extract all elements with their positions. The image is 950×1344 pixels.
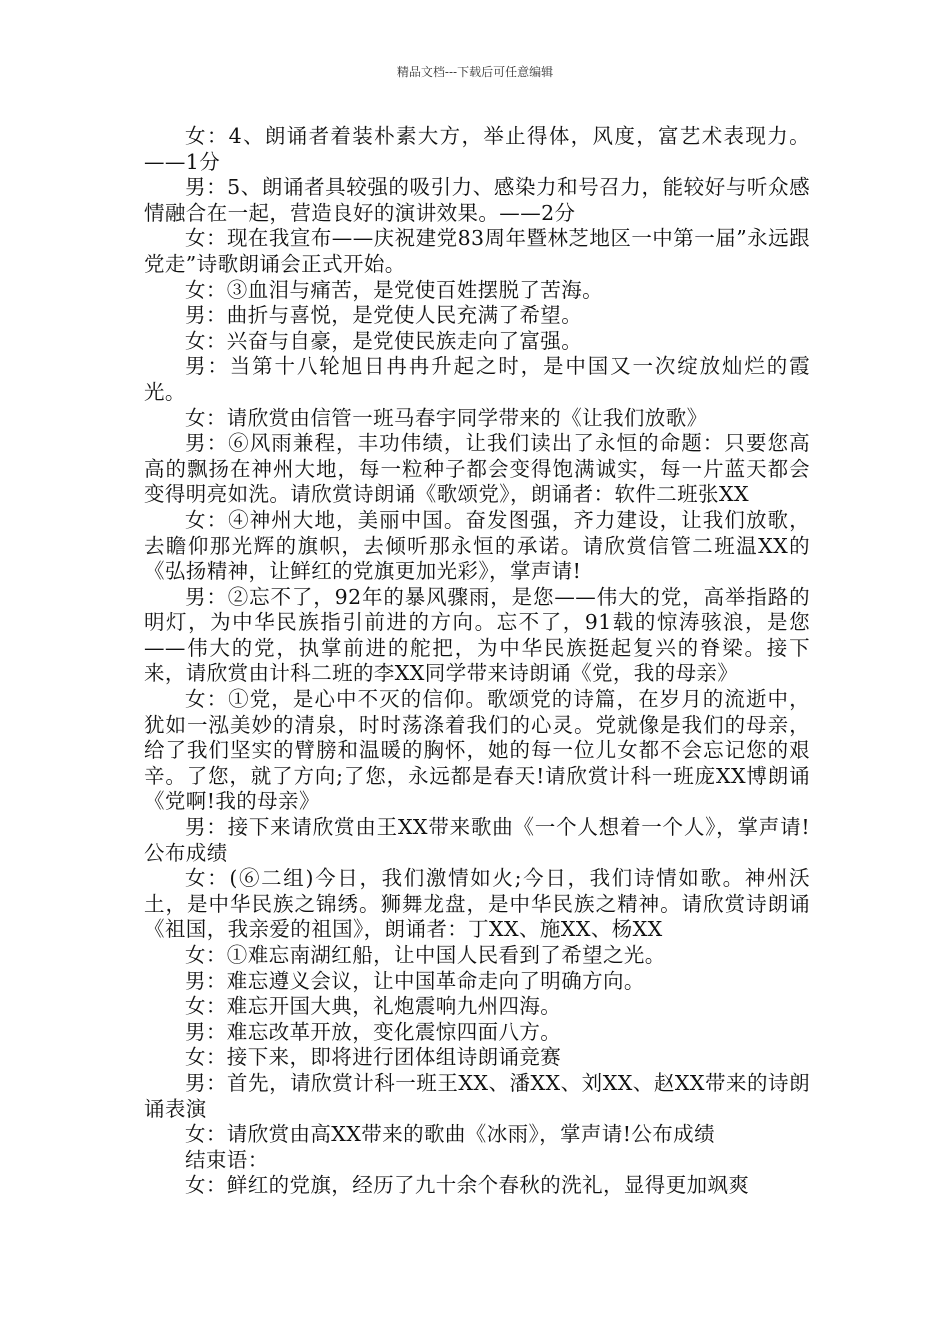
paragraph: 男：5、朗诵者具较强的吸引力、感染力和号召力，能较好与听众感情融合在一起，营造良好的演讲效果。——2分 — [144, 175, 810, 225]
paragraph: 男：难忘遵义会议，让中国革命走向了明确方向。 — [185, 968, 645, 993]
paragraph: 男：接下来请欣赏由王XX带来歌曲《一个人想着一个人》，掌声请!公布成绩 — [144, 815, 810, 865]
paragraph: 女：现在我宣布——庆祝建党83周年暨林芝地区一中第一届”永远跟党走”诗歌朗诵会正式开始。 — [144, 226, 810, 276]
paragraph: 女：①党，是心中不灭的信仰。歌颂党的诗篇，在岁月的流逝中，犹如一泓美妙的清泉，时时荡涤着我们的心灵。党就像是我们的母亲，给了我们坚实的臂膀和温暖的胸怀，她的每一位儿女都不会忘记您的艰辛。了您，就了方向;了您，永远都是春天!请欣赏计科一班庞XX博朗诵《党啊!我的母亲》 — [144, 687, 810, 814]
paragraph: 女：(⑥二组)今日，我们激情如火;今日，我们诗情如歌。神州沃土，是中华民族之锦绣。狮舞龙盘，是中华民族之精神。请欣赏诗朗诵《祖国，我亲爱的祖国》，朗诵者：丁XX、施XX、杨XX — [144, 866, 810, 942]
paragraph: 女：接下来，即将进行团体组诗朗诵竞赛 — [185, 1045, 562, 1070]
paragraph: 男：曲折与喜悦，是党使人民充满了希望。 — [185, 303, 583, 328]
paragraph: 男：⑥风雨兼程，丰功伟绩，让我们读出了永恒的命题：只要您高高的飘扬在神州大地，每一粒种子都会变得饱满诚实，每一片蓝天都会变得明亮如洗。请欣赏诗朗诵《歌颂党》，朗诵者：软件二班张XX — [144, 431, 810, 507]
paragraph: 女：兴奋与自豪，是党使民族走向了富强。 — [185, 328, 583, 353]
paragraph: 女：4、朗诵者着装朴素大方，举止得体，风度，富艺术表现力。——1分 — [144, 124, 810, 174]
paragraph: 女：请欣赏由高XX带来的歌曲《冰雨》，掌声请!公布成绩 — [185, 1122, 715, 1147]
closing-heading: 结束语： — [185, 1147, 269, 1172]
paragraph: 男：②忘不了，92年的暴风骤雨，是您——伟大的党，高举指路的明灯，为中华民族指引前进的方向。忘不了，91载的惊涛骇浪，是您——伟大的党，执掌前进的舵把，为中华民族挺起复兴的脊梁。接下来，请欣赏由计科二班的李XX同学带来诗朗诵《党，我的母亲》 — [144, 584, 810, 686]
paragraph: 女：③血泪与痛苦，是党使百姓摆脱了苦海。 — [185, 277, 603, 302]
paragraph: 女：难忘开国大典，礼炮震响九州四海。 — [185, 994, 562, 1019]
page-header: 精品文档---下载后可任意编辑 — [396, 65, 554, 79]
document-body — [144, 124, 810, 1199]
paragraph: 男：难忘改革开放，变化震惊四面八方。 — [185, 1019, 562, 1044]
paragraph: 女：请欣赏由信管一班马春宇同学带来的《让我们放歌》 — [185, 405, 708, 430]
paragraph: 男：首先，请欣赏计科一班王XX、潘XX、刘XX、赵XX带来的诗朗诵表演 — [144, 1070, 810, 1121]
paragraph: 女：④神州大地，美丽中国。奋发图强，齐力建设，让我们放歌，去瞻仰那光辉的旗帜，去倾听那永恒的承诺。请欣赏信管二班温XX的《弘扬精神，让鲜红的党旗更加光彩》，掌声请! — [144, 507, 810, 584]
paragraph: 女：鲜红的党旗，经历了九十余个春秋的洗礼，显得更加飒爽 — [185, 1173, 750, 1198]
paragraph: 女：①难忘南湖红船，让中国人民看到了希望之光。 — [185, 943, 666, 967]
paragraph: 男：当第十八轮旭日冉冉升起之时，是中国又一次绽放灿烂的霞光。 — [144, 354, 810, 404]
